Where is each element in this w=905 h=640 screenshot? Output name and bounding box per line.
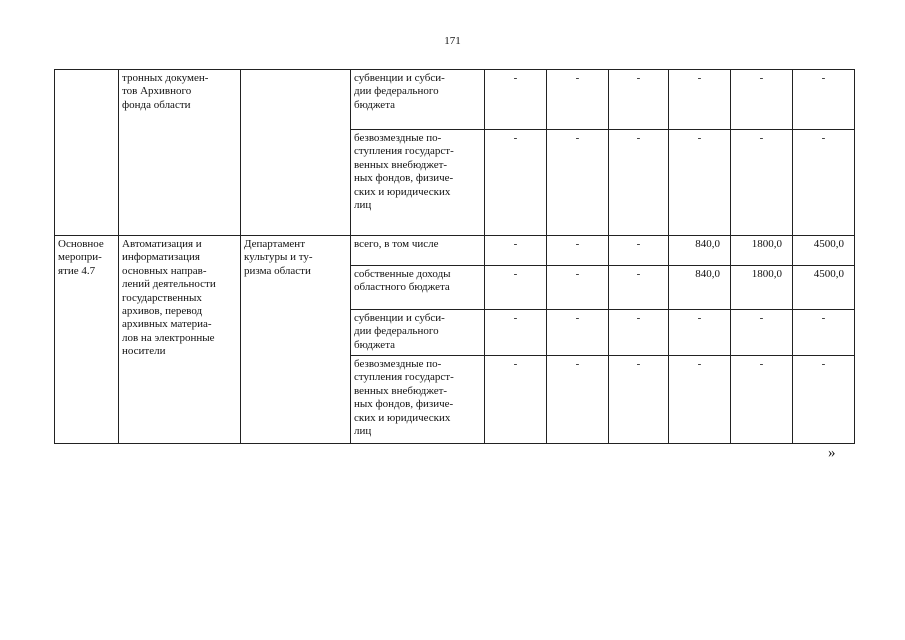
page-number: 171 [444,35,461,47]
executor: Департамент культуры и ту- ризма области [244,238,313,277]
funding-source-cell [351,310,485,356]
funding-source: всего, в том числе [354,238,439,250]
value-cell: - [669,70,731,130]
value-cell: - [485,266,547,310]
funding-source-cell [351,236,485,266]
value-cell: - [669,130,731,236]
funding-source: безвозмездные по- ступления государст- венных внебюджет- ных фондов, физиче- ских и юридических лиц [354,132,454,212]
executor-cell [241,70,351,236]
value-cell: - [609,310,669,356]
funding-source-cell [351,356,485,444]
activity-name-cell [119,236,241,444]
value-cell: - [609,266,669,310]
value-cell: - [669,356,731,444]
activity-name-cell [119,70,241,236]
value-cell: - [547,310,609,356]
value-cell: 840,0 [669,266,731,310]
value-cell: - [609,356,669,444]
funding-source-cell [351,70,485,130]
value-cell: - [485,310,547,356]
funding-source: субвенции и субси- дии федерального бюджета [354,72,445,111]
funding-source: собственные доходы областного бюджета [354,268,451,294]
value-cell: - [485,70,547,130]
value-cell: - [793,356,855,444]
table-body [55,70,855,444]
activity-code-cell [55,236,119,444]
value-cell: - [485,236,547,266]
value-cell: - [793,130,855,236]
value-cell: - [609,130,669,236]
value-cell: 4500,0 [793,236,855,266]
value-cell: 840,0 [669,236,731,266]
funding-source: безвозмездные по- ступления государст- венных внебюджет- ных фондов, физиче- ских и юридических лиц [354,358,454,438]
value-cell: - [793,70,855,130]
funding-source: субвенции и субси- дии федерального бюджета [354,312,445,351]
value-cell: - [547,130,609,236]
value-cell: - [793,310,855,356]
value-cell: - [547,266,609,310]
value-cell: - [547,356,609,444]
closing-quote: » [828,445,836,461]
value-cell: - [731,130,793,236]
value-cell: 4500,0 [793,266,855,310]
value-cell: - [485,130,547,236]
activity-name: тронных докумен- тов Архивного фонда области [122,72,209,111]
executor-cell [241,236,351,444]
value-cell: - [609,70,669,130]
value-cell: - [547,236,609,266]
table-row [55,70,855,130]
table-row [55,236,855,266]
value-cell: - [609,236,669,266]
value-cell: 1800,0 [731,236,793,266]
value-cell: - [731,310,793,356]
activity-name: Автоматизация и информатизация основных направ- лений деятельности государственных архивов, перевод архивных материа- лов на электронные носители [122,238,216,358]
value-cell: 1800,0 [731,266,793,310]
value-cell: - [485,356,547,444]
value-cell: - [731,356,793,444]
budget-table [54,69,855,444]
value-cell: - [669,310,731,356]
activity-code-cell [55,70,119,236]
activity-code: Основное меропри- ятие 4.7 [58,238,104,277]
funding-source-cell [351,130,485,236]
value-cell: - [731,70,793,130]
funding-source-cell [351,266,485,310]
value-cell: - [547,70,609,130]
